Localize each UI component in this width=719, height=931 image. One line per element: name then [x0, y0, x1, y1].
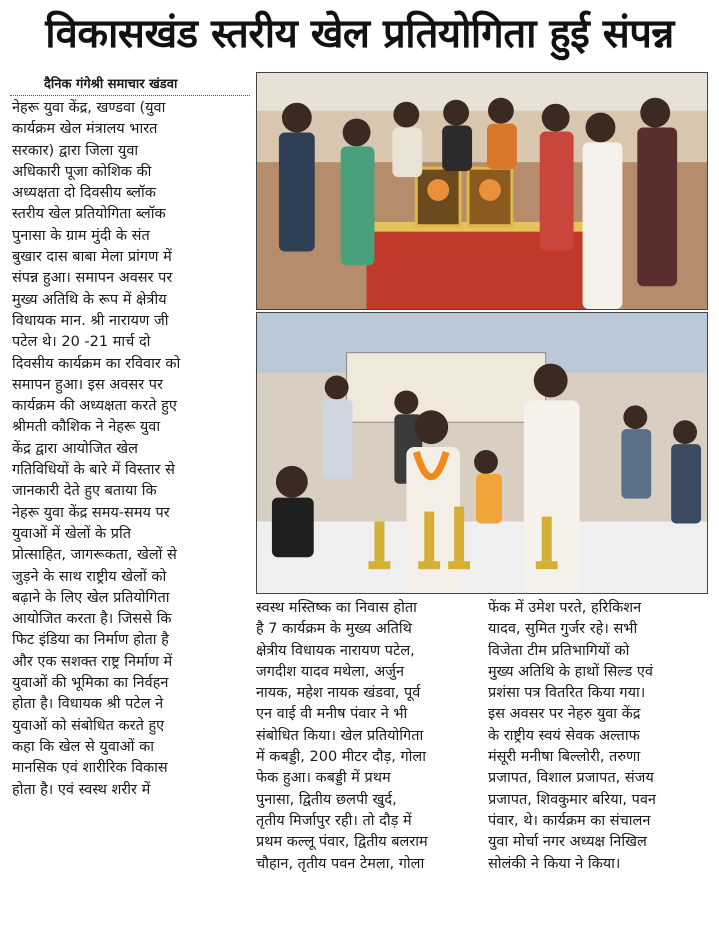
- article-line: इस अवसर पर नेहरु युवा केंद्र: [488, 706, 641, 723]
- article-line: स्वस्थ मस्तिष्क का निवास होता: [256, 600, 417, 616]
- article-line: जानकारी देते हुए बताया कि: [12, 483, 157, 500]
- article-line: समापन हुआ। इस अवसर पर: [12, 376, 163, 393]
- article-line: होता है। विधायक श्री पटेल ने: [12, 696, 164, 713]
- article-line: नेहरू युवा केंद्र समय-समय पर: [12, 504, 170, 521]
- article-line: मुख्य अतिथि के रूप में क्षेत्रीय: [12, 291, 167, 308]
- article-line: यादव, सुमित गुर्जर रहे। सभी: [488, 621, 638, 638]
- article-line: सोलंकी ने किया ने किया।: [488, 855, 621, 872]
- article-line: सरकार) द्वारा जिला युवा: [12, 142, 139, 159]
- article-line: विजेता टीम प्रतिभागियों को: [488, 642, 630, 659]
- article-line: पुनासा, द्वितीय छलपी खुर्द,: [256, 791, 397, 808]
- article-line: केंद्र द्वारा आयोजित खेल: [12, 440, 138, 457]
- article-line: फेंक में उमेश परते, हरिकिशन: [488, 600, 642, 616]
- article-line: जगदीश यादव मथेला, अर्जुन: [256, 663, 405, 680]
- article-column-3: [488, 598, 710, 875]
- article-line: नेहरू युवा केंद्र, खण्डवा (युवा: [12, 100, 166, 116]
- article-line: कहा कि खेल से युवाओं का: [12, 738, 154, 755]
- article-line: कार्यक्रम खेल मंत्रालय भारत: [12, 121, 158, 138]
- article-line: श्रीमती कौशिक ने नेहरू युवा: [12, 419, 161, 436]
- article-line: स्तरीय खेल प्रतियोगिता ब्लॉक: [12, 206, 166, 223]
- article-line: कार्यक्रम की अध्यक्षता करते हुए: [12, 398, 177, 415]
- article-line: प्रजापत, विशाल प्रजापत, संजय: [488, 770, 654, 787]
- article-line: में कबड्डी, 200 मीटर दौड़, गोला: [256, 749, 427, 766]
- article-line: फेक हुआ। कबड्डी में प्रथम: [256, 770, 391, 787]
- article-line: मानसिक एवं शारीरिक विकास: [12, 760, 168, 777]
- article-line: फिट इंडिया का निर्माण होता है: [12, 632, 169, 649]
- article-line: एन वाई वी मनीष पंवार ने भी: [256, 706, 408, 723]
- byline: दैनिक गंगेश्री समाचार खंडवा: [44, 77, 178, 92]
- article-line: युवा मोर्चा नगर अध्यक्ष निखिल: [488, 834, 647, 851]
- event-photo-trophy: [256, 312, 708, 594]
- article-line: गतिविधियों के बारे में विस्तार से: [12, 462, 175, 479]
- article-line: क्षेत्रीय विधायक नारायण पटेल,: [256, 642, 415, 659]
- article-line: मंसूरी मनीषा बिल्लोरी, तरुणा: [488, 749, 641, 766]
- article-line: प्रथम कल्लू पंवार, द्वितीय बलराम: [256, 834, 428, 851]
- article-line: विधायक मान. श्री नारायण जी: [12, 312, 169, 329]
- article-line: मुख्य अतिथि के हाथों सिल्ड एवं: [488, 663, 653, 680]
- article-line: बढ़ाने के लिए खेल प्रतियोगिता: [12, 589, 170, 606]
- article-line: प्रजापत, शिवकुमार बरिया, पवन: [488, 791, 656, 808]
- article-line: युवाओं में खेलों के प्रति: [12, 525, 132, 542]
- article-line: युवाओं को संबोधित करते हुए: [12, 717, 165, 734]
- headline: विकासखंड स्तरीय खेल प्रतियोगिता हुई संपन्न: [45, 11, 674, 57]
- article-line: पुनासा के ग्राम मुंदी के संत: [12, 227, 150, 244]
- article-column-2: [256, 598, 480, 875]
- article-line: प्रोत्साहित, जागरूकता, खेलों से: [12, 547, 177, 564]
- article-line: प्रशंसा पत्र वितरित किया गया।: [488, 685, 646, 702]
- group-photo-illustration: [257, 73, 707, 309]
- article-line: आयोजित करता है। जिससे कि: [12, 611, 172, 628]
- article-line: के राष्ट्रीय स्वयं सेवक अल्ताफ: [488, 727, 640, 744]
- article-line: पटेल थे। 20 -21 मार्च दो: [12, 334, 151, 351]
- trophy-photo-illustration: [257, 313, 707, 593]
- article-line: बुखार दास बाबा मेला प्रांगण में: [12, 249, 172, 266]
- article-line: युवाओं की भूमिका का निर्वहन: [12, 675, 169, 692]
- article-line: चौहान, तृतीय पवन टेमला, गोला: [256, 855, 425, 872]
- article-line: नायक, महेश नायक खंडवा, पूर्व: [256, 685, 421, 702]
- article-line: अध्यक्षता दो दिवसीय ब्लॉक: [12, 185, 156, 202]
- article-line: पंवार, थे। कार्यक्रम का संचालन: [488, 812, 651, 829]
- article-line: जुड़ने के साथ राष्ट्रीय खेलों को: [12, 568, 167, 585]
- article-line: संपन्न हुआ। समापन अवसर पर: [12, 270, 173, 287]
- article-line: संबोधित किया। खेल प्रतियोगिता: [256, 727, 424, 744]
- article-column-1: [12, 98, 250, 801]
- article-line: दिवसीय कार्यक्रम का रविवार को: [12, 355, 181, 372]
- article-line: तृतीय मिर्जापुर रही। तो दौड़ में: [256, 812, 412, 829]
- article-line: है 7 कार्यक्रम के मुख्य अतिथि: [256, 621, 412, 638]
- event-photo-group: [256, 72, 708, 310]
- article-line: अधिकारी पूजा कोशिक की: [12, 163, 152, 180]
- byline-rule: [10, 74, 250, 96]
- article-line: और एक सशक्त राष्ट्र निर्माण में: [12, 653, 173, 670]
- article-line: होता है। एवं स्वस्थ शरीर में: [12, 781, 151, 798]
